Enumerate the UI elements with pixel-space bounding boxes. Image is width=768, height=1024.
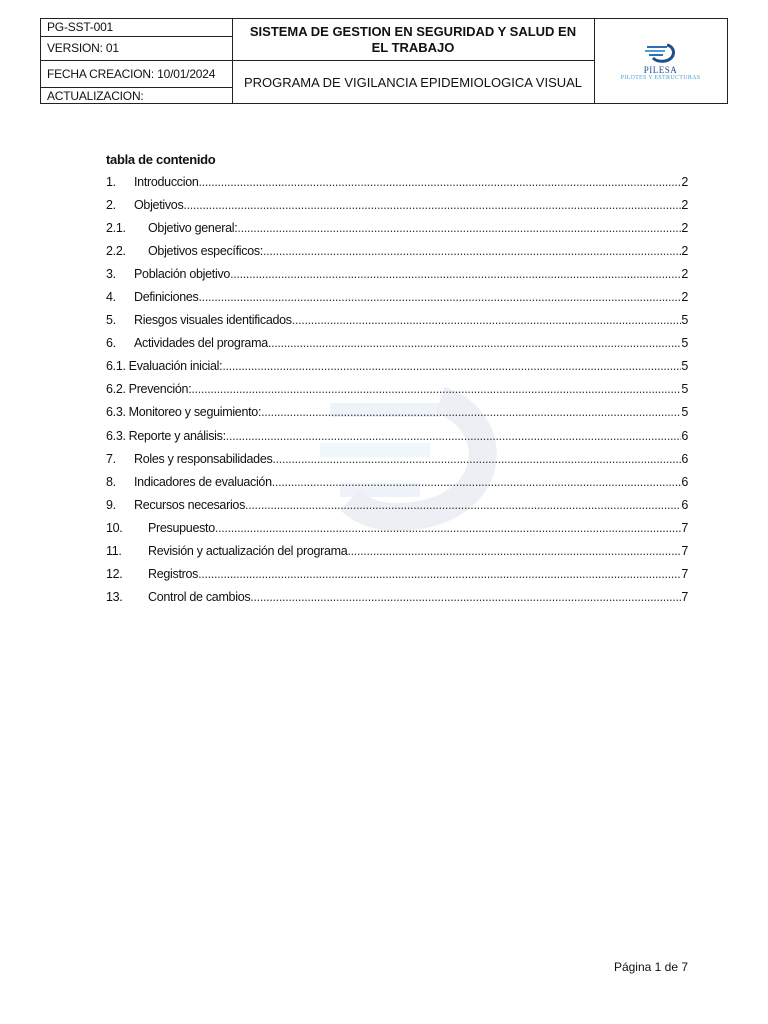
toc-title: tabla de contenido <box>106 152 216 167</box>
toc-entry-page: 7 <box>681 544 688 559</box>
toc-entry-page: 2 <box>681 266 688 281</box>
toc-entry-page: 5 <box>681 313 688 328</box>
toc-entry-number: 4. <box>106 290 116 305</box>
system-title: SISTEMA DE GESTION EN SEGURIDAD Y SALUD EN EL TRABAJO <box>249 24 577 55</box>
toc-entry-number: 13. <box>106 590 123 605</box>
toc-entry[interactable] <box>106 285 688 308</box>
toc-leader-dots <box>222 359 681 373</box>
toc-leader-dots <box>272 452 681 466</box>
toc-entry-label: Registros <box>148 567 199 582</box>
toc-entry-number: 10. <box>106 520 123 535</box>
toc-entry-label: Objetivo general: <box>148 220 238 235</box>
toc-entry[interactable] <box>106 332 688 355</box>
toc-entry-number: 2.1. <box>106 220 126 235</box>
creation-date: FECHA CREACION: 10/01/2024 <box>47 67 216 81</box>
logo-tagline: PILOTES Y ESTRUCTURAS <box>620 74 701 81</box>
logo-mark-icon <box>643 42 679 64</box>
toc-entry[interactable] <box>106 586 688 609</box>
toc-entry-label: Objetivos específicos: <box>148 243 263 258</box>
toc-entry[interactable] <box>106 216 688 239</box>
toc-entry-page: 5 <box>681 405 688 420</box>
toc-entry-page: 6 <box>681 497 688 512</box>
divider <box>41 36 232 37</box>
toc-entry-label: Objetivos <box>134 197 184 212</box>
toc-entry-page: 2 <box>681 174 688 189</box>
toc-entry-page: 6 <box>681 428 688 443</box>
toc-entry-page: 5 <box>681 382 688 397</box>
toc-leader-dots <box>272 475 682 489</box>
toc-entry[interactable] <box>106 401 688 424</box>
toc-entry[interactable] <box>106 170 688 193</box>
toc-entry[interactable] <box>106 355 688 378</box>
toc-entry-page: 6 <box>681 451 688 466</box>
toc-leader-dots <box>183 198 681 212</box>
toc-entry-page: 2 <box>681 243 688 258</box>
toc-entry[interactable] <box>106 563 688 586</box>
toc-entry-number: 11. <box>106 544 122 559</box>
toc-entry-number: 2. <box>106 197 116 212</box>
toc-leader-dots <box>191 382 681 396</box>
update-date: ACTUALIZACION: <box>47 89 144 103</box>
toc-leader-dots <box>263 244 681 258</box>
program-title: PROGRAMA DE VIGILANCIA EPIDEMIOLOGICA VISUAL <box>243 75 583 90</box>
toc-entry-page: 7 <box>681 520 688 535</box>
toc-entry-number: 12. <box>106 567 123 582</box>
toc-entry-page: 2 <box>681 197 688 212</box>
divider <box>41 87 232 88</box>
toc-entry-label: Riesgos visuales identificados <box>134 313 292 328</box>
logo-brand: PILESA <box>643 64 678 75</box>
toc-entry-label: Monitoreo y seguimiento: <box>128 405 262 420</box>
toc-entry-label: Definiciones <box>134 290 199 305</box>
document-version: VERSION: 01 <box>47 41 119 55</box>
toc-leader-dots <box>226 429 682 443</box>
toc-entry-number: 5. <box>106 313 116 328</box>
toc-entry-number: 6. <box>106 336 116 351</box>
toc-entry-label: Revisión y actualización del programa <box>148 544 348 559</box>
toc-entry-page: 5 <box>681 359 688 374</box>
toc-entry[interactable] <box>106 378 688 401</box>
toc-entry[interactable] <box>106 540 688 563</box>
toc-leader-dots <box>245 498 681 512</box>
toc-entry[interactable] <box>106 262 688 285</box>
toc-entry-label: Recursos necesarios <box>134 497 246 512</box>
toc-entry-label: Control de cambios <box>148 590 251 605</box>
toc-entry-number: 7. <box>106 451 116 466</box>
toc-entry-page: 5 <box>681 336 688 351</box>
toc-entry[interactable] <box>106 309 688 332</box>
toc-entry-number: 1. <box>106 174 116 189</box>
toc-entry-page: 2 <box>681 290 688 305</box>
toc-entry[interactable] <box>106 193 688 216</box>
toc-leader-dots <box>199 290 682 304</box>
toc-leader-dots <box>198 567 681 581</box>
toc-entry-label: Roles y responsabilidades <box>134 451 273 466</box>
toc-entry-number: 6.1. <box>106 359 126 374</box>
toc-leader-dots <box>250 590 681 604</box>
toc-entry[interactable] <box>106 493 688 516</box>
toc-entry-label: Actividades del programa <box>134 336 268 351</box>
toc-leader-dots <box>215 521 681 535</box>
toc-entry[interactable] <box>106 424 688 447</box>
table-of-contents <box>106 170 688 609</box>
toc-entry[interactable] <box>106 470 688 493</box>
toc-entry-label: Presupuesto <box>148 520 215 535</box>
document-header <box>40 18 728 104</box>
page-number: Página 1 de 7 <box>613 960 688 974</box>
toc-entry[interactable] <box>106 239 688 262</box>
toc-leader-dots <box>261 405 681 419</box>
toc-leader-dots <box>230 267 681 281</box>
toc-entry-number: 6.2. <box>106 382 126 397</box>
toc-entry-number: 3. <box>106 266 116 281</box>
toc-entry-number: 6.3. <box>106 405 126 420</box>
toc-entry-page: 7 <box>681 590 688 605</box>
toc-leader-dots <box>237 221 681 235</box>
toc-entry-label: Reporte y análisis: <box>128 428 226 443</box>
toc-entry-page: 6 <box>681 474 688 489</box>
toc-leader-dots <box>199 175 682 189</box>
toc-leader-dots <box>292 313 682 327</box>
toc-leader-dots <box>268 336 681 350</box>
toc-entry[interactable] <box>106 516 688 539</box>
toc-entry[interactable] <box>106 447 688 470</box>
toc-entry-number: 2.2. <box>106 243 126 258</box>
toc-entry-number: 6.3. <box>106 428 126 443</box>
toc-entry-number: 8. <box>106 474 116 489</box>
toc-entry-number: 9. <box>106 497 116 512</box>
toc-entry-label: Indicadores de evaluación <box>134 474 272 489</box>
document-code: PG-SST-001 <box>47 20 114 34</box>
toc-entry-page: 7 <box>681 567 688 582</box>
toc-entry-label: Población objetivo <box>134 266 231 281</box>
toc-entry-page: 2 <box>681 220 688 235</box>
toc-entry-label: Introduccion <box>134 174 199 189</box>
toc-entry-label: Evaluación inicial: <box>128 359 223 374</box>
toc-leader-dots <box>347 544 681 558</box>
company-logo <box>594 19 727 103</box>
toc-entry-label: Prevención: <box>128 382 192 397</box>
